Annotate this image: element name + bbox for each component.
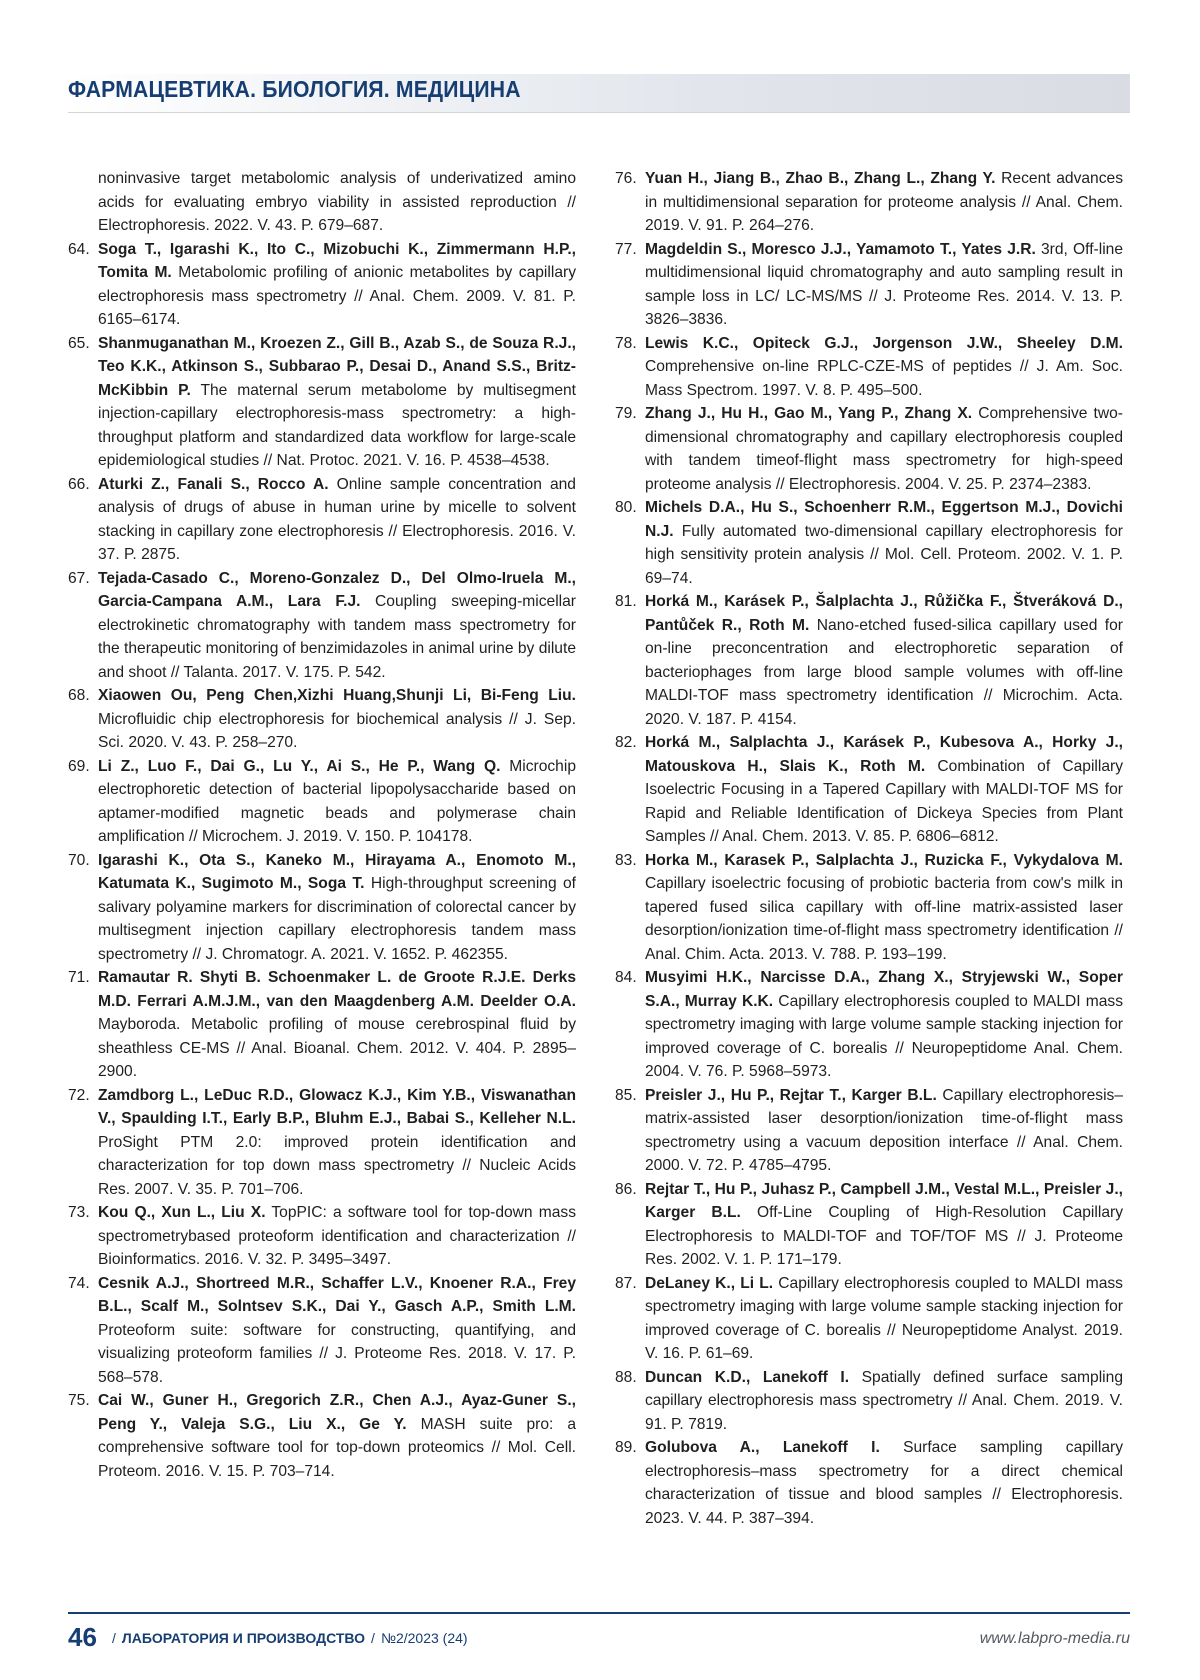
reference-number: 83.: [615, 851, 637, 869]
reference-item: [68, 167, 576, 238]
reference-number: 88.: [615, 1368, 637, 1386]
reference-authors: Tejada-Casado C., Moreno-Gonzalez D., Del Olmo-Iruela M., Garcia-Campana A.M., Lara F.J.: [98, 569, 576, 610]
reference-authors: Magdeldin S., Moresco J.J., Yamamoto T., Yates J.R.: [645, 240, 1036, 258]
reference-item: [615, 402, 1123, 496]
reference-text: Online sample concentration and analysis of drugs of abuse in human urine by micelle to solvent stacking in capillary zone electrophoresis // Electrophoresis. 2016. V. 37. P. 2875.: [98, 475, 576, 563]
header-divider: [68, 112, 1130, 113]
reference-item: [615, 238, 1123, 332]
reference-authors: Yuan H., Jiang B., Zhao B., Zhang L., Zhang Y.: [645, 170, 996, 187]
reference-authors: Igarashi K., Ota S., Kaneko M., Hirayama A., Enomoto M., Katumata K., Sugimoto M., Soga T.: [98, 851, 576, 892]
reference-number: 73.: [68, 1204, 90, 1221]
reference-item: [68, 1389, 576, 1483]
reference-authors: Rejtar T., Hu P., Juhasz P., Campbell J.M., Vestal M.L., Preisler J., Karger B.L.: [645, 1180, 1123, 1221]
reference-number: 84.: [615, 969, 637, 986]
reference-item: [615, 332, 1123, 403]
reference-text: Capillary electrophoresis coupled to MALDI mass spectrometry imaging with large volume sample stacking injection for improved coverage of C. borealis // Neuropeptidome Analyst. 2019. V. 16. P. 61–69.: [645, 1274, 1123, 1362]
reference-item: [615, 496, 1123, 590]
reference-item: [68, 684, 576, 755]
website-link[interactable]: www.labpro-media.ru: [979, 1630, 1130, 1647]
reference-text: Capillary electrophoresis coupled to MALDI mass spectrometry imaging with large volume sample stacking injection for improved coverage of C. borealis // Neuropeptidome Anal. Chem. 2004. V. 76. P. 5968–5973.: [645, 992, 1123, 1080]
reference-number: 70.: [68, 851, 90, 869]
reference-text: 3rd, Off-line multidimensional liquid chromatography and auto sampling result in sample loss in LC/ LC-MS/MS // J. Proteome Res. 2014. V. 13. P. 3826–3836.: [645, 240, 1124, 328]
reference-number: 71.: [68, 969, 90, 986]
reference-item: [68, 1272, 576, 1390]
reference-text: Capillary isoelectric focusing of probiotic bacteria from cow's milk in tapered fused silica capillary with off-line matrix-assisted laser desorption/ionization time-of-flight mass spectrometry identification // Anal. Chim. Acta. 2013. V. 788. P. 193–199.: [645, 875, 1123, 963]
reference-item: [615, 1436, 1123, 1530]
reference-authors: Lewis K.C., Opiteck G.J., Jorgenson J.W., Sheeley D.M.: [645, 334, 1123, 352]
reference-authors: Michels D.A., Hu S., Schoenherr R.M., Eggertson M.J., Dovichi N.J.: [645, 499, 1123, 540]
reference-number: 85.: [615, 1086, 637, 1104]
reference-authors: Kou Q., Xun L., Liu X.: [98, 1204, 266, 1221]
reference-text: MASH suite pro: a comprehensive software tool for top-down proteomics // Mol. Cell. Proteom. 2016. V. 15. P. 703–714.: [98, 1415, 576, 1480]
page-footer: [68, 1622, 1130, 1656]
footer-separator: /: [112, 1630, 116, 1646]
reference-text: ProSight PTM 2.0: improved protein identification and characterization for top down mass spectrometry // Nucleic Acids Res. 2007. V. 35. P. 701–706.: [98, 1133, 576, 1198]
reference-number: 78.: [615, 334, 637, 352]
journal-issue: №2/2023 (24): [380, 1630, 468, 1646]
reference-authors: DeLaney K., Li L.: [645, 1274, 774, 1292]
reference-text: Recent advances in multidimensional separation for proteome analysis // Anal. Chem. 2019. V. 91. P. 264–276.: [645, 170, 1123, 234]
reference-authors: Golubova A., Lanekoff I.: [645, 1439, 880, 1456]
reference-number: 81.: [615, 593, 637, 610]
reference-number: 67.: [68, 569, 90, 587]
reference-item: [68, 1084, 576, 1202]
reference-item: [615, 1084, 1123, 1178]
reference-number: 76.: [615, 170, 637, 187]
reference-item: [68, 966, 576, 1084]
page-number: 46: [68, 1622, 97, 1652]
journal-info: [106, 1630, 468, 1646]
reference-text: Spatially defined surface sampling capillary electrophoresis mass spectrometry // Anal. Chem. 2019. V. 91. P. 7819.: [645, 1368, 1123, 1433]
references-right-column: [615, 167, 1123, 1530]
reference-number: 79.: [615, 405, 637, 422]
reference-item: [615, 590, 1123, 731]
reference-authors: Horká M., Salplachta J., Karásek P., Kubesova A., Horky J., Matouskova H., Slais K., Roth M.: [645, 734, 1123, 775]
reference-item: [615, 1366, 1123, 1437]
reference-number: 68.: [68, 687, 90, 704]
reference-item: [68, 755, 576, 849]
reference-authors: Horká M., Karásek P., Šalplachta J., Růžička F., Štveráková D., Pantůček R., Roth M.: [645, 593, 1123, 634]
reference-authors: Zamdborg L., LeDuc R.D., Glowacz K.J., Kim Y.B., Viswanathan V., Spaulding I.T., Early B.P., Bluhm E.J., Babai S., Kelleher N.L.: [98, 1086, 576, 1127]
reference-authors: Aturki Z., Fanali S., Rocco A.: [98, 475, 329, 493]
reference-text: Off-Line Coupling of High-Resolution Capillary Electrophoresis to MALDI-TOF and TOF/TOF MS // J. Proteome Res. 2002. V. 1. P. 171–179.: [645, 1204, 1123, 1268]
reference-item: [68, 238, 576, 332]
reference-text: TopPIC: a software tool for top-down mass spectrometrybased proteoform identification and characterization // Bioinformatics. 2016. V. 32. P. 3495–3497.: [98, 1204, 576, 1268]
reference-item: [615, 1178, 1123, 1272]
journal-name: ЛАБОРАТОРИЯ И ПРОИЗВОДСТВО: [121, 1630, 366, 1646]
reference-number: 65.: [68, 334, 90, 352]
reference-text: Mayboroda. Metabolic profiling of mouse cerebrospinal fluid by sheathless CE-MS // Anal. Bioanal. Chem. 2012. V. 404. P. 2895–2900.: [98, 1016, 576, 1080]
reference-item: [615, 731, 1123, 849]
reference-authors: Li Z., Luo F., Dai G., Lu Y., Ai S., He P., Wang Q.: [98, 757, 501, 775]
reference-text: Proteoform suite: software for constructing, quantifying, and visualizing proteoform families // J. Proteome Res. 2018. V. 17. P. 568–578.: [98, 1321, 576, 1386]
reference-text: The maternal serum metabolome by multisegment injection-capillary electrophoresis-mass spectrometry: a high-throughput platform and standardized data workflow for large-scale epidemiological studies // Nat. Protoc. 2021. V. 16. P. 4538–4538.: [98, 381, 576, 469]
reference-authors: Ramautar R. Shyti B. Schoenmaker L. de Groote R.J.E. Derks M.D. Ferrari A.M.J.M., van den Maagdenberg A.M. Deelder O.A.: [98, 969, 576, 1010]
reference-text: Comprehensive on-line RPLC-CZE-MS of peptides // J. Am. Soc. Mass Spectrom. 1997. V. 8. P. 495–500.: [645, 358, 1123, 399]
reference-number: 69.: [68, 757, 90, 775]
reference-authors: Cai W., Guner H., Gregorich Z.R., Chen A.J., Ayaz-Guner S., Peng Y., Valeja S.G., Liu X., Ge Y.: [98, 1392, 576, 1433]
reference-number: 80.: [615, 499, 637, 516]
reference-number: 89.: [615, 1439, 637, 1456]
reference-item: [615, 849, 1123, 967]
section-header: [68, 74, 1130, 112]
reference-authors: Horka M., Karasek P., Salplachta J., Ruzicka F., Vykydalova M.: [645, 851, 1123, 869]
reference-number: 77.: [615, 240, 637, 258]
reference-authors: Zhang J., Hu H., Gao M., Yang P., Zhang X.: [645, 405, 973, 422]
reference-authors: Xiaowen Ou, Peng Chen,Xizhi Huang,Shunji Li, Bi-Feng Liu.: [98, 687, 576, 704]
reference-text: Capillary electrophoresis–matrix-assisted laser desorption/ionization time-of-flight mass spectrometry using a vacuum deposition interface // Anal. Chem. 2000. V. 72. P. 4785–4795.: [645, 1086, 1124, 1174]
reference-text: High-throughput screening of salivary polyamine markers for discrimination of colorectal cancer by multisegment injection capillary electrophoresis tandem mass spectrometry // J. Chromatogr. A. 2021. V. 1652. P. 462355.: [98, 875, 576, 963]
reference-item: [68, 1201, 576, 1272]
reference-text: Combination of Capillary Isoelectric Focusing in a Tapered Capillary with MALDI-TOF MS for Rapid and Reliable Identification of Dickeya Species from Plant Samples // Anal. Chem. 2013. V. 85. P. 6806–6812.: [645, 757, 1124, 845]
reference-authors: Cesnik A.J., Shortreed M.R., Schaffer L.V., Knoener R.A., Frey B.L., Scalf M., Solntsev S.K., Dai Y., Gasch A.P., Smith L.M.: [98, 1274, 576, 1315]
reference-number: 72.: [68, 1086, 90, 1104]
references-left-column: [68, 167, 576, 1483]
reference-authors: Soga T., Igarashi K., Ito C., Mizobuchi K., Zimmermann H.P., Tomita M.: [98, 240, 576, 281]
reference-text: Nano-etched fused-silica capillary used for on-line preconcentration and electrophoretic separation of bacteriophages from large blood sample volumes with off-line MALDI-TOF mass spectrometry identification // Microchim. Acta. 2020. V. 187. P. 4154.: [645, 616, 1123, 728]
reference-number: 64.: [68, 240, 90, 258]
reference-number: 82.: [615, 734, 637, 751]
reference-text: Surface sampling capillary electrophoresis–mass spectrometry for a direct chemical characterization of tissue and blood samples // Electrophoresis. 2023. V. 44. P. 387–394.: [645, 1439, 1123, 1527]
reference-authors: Duncan K.D., Lanekoff I.: [645, 1368, 850, 1386]
reference-item: [68, 849, 576, 967]
reference-item: [68, 473, 576, 567]
reference-number: 74.: [68, 1274, 90, 1292]
reference-number: 87.: [615, 1274, 637, 1292]
reference-text: Microchip electrophoretic detection of bacterial lipopolysaccharide based on aptamer-modified magnetic beads and polymerase chain amplification // Microchem. J. 2019. V. 150. P. 104178.: [98, 757, 576, 845]
reference-item: [615, 1272, 1123, 1366]
reference-number: 75.: [68, 1392, 90, 1409]
reference-text: Coupling sweeping-micellar electrokinetic chromatography with tandem mass spectrometry for the therapeutic monitoring of benzimidazoles in animal urine by dilute and shoot // Talanta. 2017. V. 175. P. 542.: [98, 593, 576, 681]
reference-text: noninvasive target metabolomic analysis of underivatized amino acids for evaluating embryo viability in assisted reproduction // Electrophoresis. 2022. V. 43. P. 679–687.: [98, 170, 576, 234]
reference-text: Fully automated two-dimensional capillary electrophoresis for high sensitivity protein analysis // Mol. Cell. Proteom. 2002. V. 1. P. 69–74.: [645, 522, 1123, 587]
reference-text: Comprehensive two-dimensional chromatography and capillary electrophoresis coupled with tandem timeof-flight mass spectrometry for high-speed proteome analysis // Electrophoresis. 2004. V. 25. P. 2374–2383.: [645, 405, 1124, 493]
reference-number: 86.: [615, 1180, 637, 1198]
reference-item: [615, 167, 1123, 238]
reference-authors: Musyimi H.K., Narcisse D.A., Zhang X., Stryjewski W., Soper S.A., Murray K.K.: [645, 969, 1123, 1010]
reference-authors: Preisler J., Hu P., Rejtar T., Karger B.L.: [645, 1086, 937, 1104]
reference-text: Metabolomic profiling of anionic metabolites by capillary electrophoresis mass spectrometry // Anal. Chem. 2009. V. 81. P. 6165–6174.: [98, 264, 576, 328]
footer-separator: /: [371, 1630, 375, 1646]
reference-text: Microfluidic chip electrophoresis for biochemical analysis // J. Sep. Sci. 2020. V. 43. P. 258–270.: [98, 710, 576, 751]
reference-item: [68, 567, 576, 685]
reference-item: [68, 332, 576, 473]
reference-number: 66.: [68, 475, 90, 493]
section-title: ФАРМАЦЕВТИКА. БИОЛОГИЯ. МЕДИЦИНА: [68, 76, 521, 102]
footer-divider: [68, 1612, 1130, 1614]
reference-authors: Shanmuganathan M., Kroezen Z., Gill B., Azab S., de Souza R.J., Teo K.K., Atkinson S., Subbarao P., Desai D., Anand S.S., Britz-McKibbin P.: [98, 334, 576, 399]
reference-item: [615, 966, 1123, 1084]
